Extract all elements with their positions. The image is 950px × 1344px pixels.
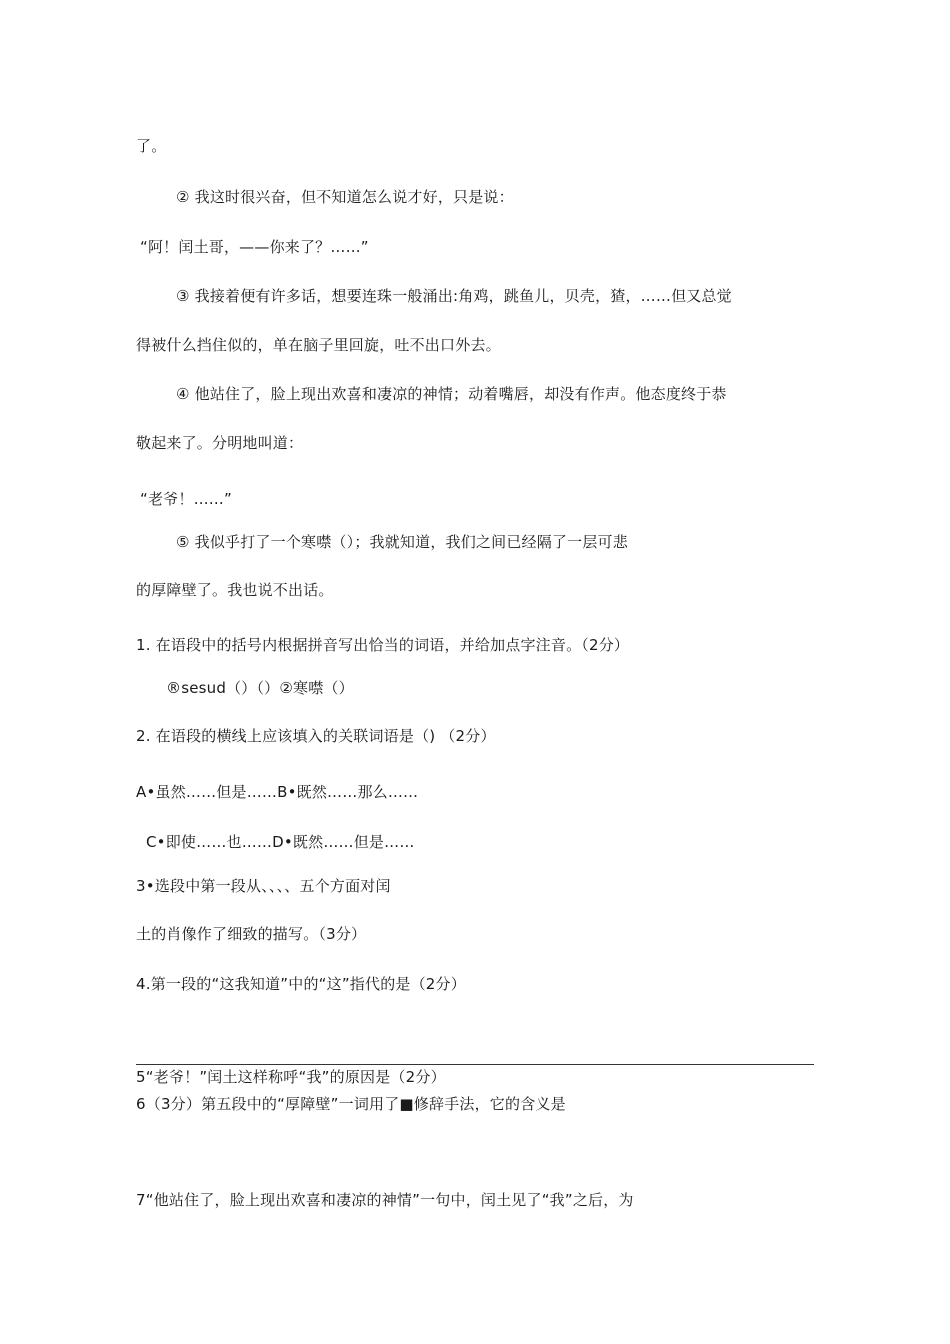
question-6: 6（3分）第五段中的“厚障壁”一词用了■修辞手法，它的含义是 (136, 1095, 566, 1113)
passage-line-continuation: 了。 (136, 137, 167, 155)
paragraph-4-line-2: 敬起来了。分明地叫道： (136, 434, 304, 452)
question-3-line-2: 土的肖像作了细致的描写。（3分） (136, 925, 367, 943)
answer-line (136, 1064, 814, 1065)
quote-ah-runtu: “阿！闰土哥，——你来了？……” (140, 238, 369, 256)
paragraph-5-line-1: ⑤ 我似乎打了一个寒噤（）；我就知道，我们之间已经隔了一层可悲 (176, 533, 628, 551)
paragraph-3-line-1: ③ 我接着便有许多话，想要连珠一般涌出:角鸡，跳鱼儿，贝壳，猹，……但又总觉 (176, 287, 732, 305)
question-3-line-1: 3•选段中第一段从、、、、五个方面对闰 (136, 877, 391, 895)
paragraph-2: ② 我这时很兴奋，但不知道怎么说才好，只是说： (176, 188, 514, 206)
question-2-options-cd: C•即使……也……D•既然……但是…… (146, 833, 415, 851)
question-2: 2. 在语段的横线上应该填入的关联词语是（) （2分） (136, 727, 496, 745)
paragraph-3-line-2: 得被什么挡住似的，单在脑子里回旋，吐不出口外去。 (136, 336, 501, 354)
question-7: 7“他站住了，脸上现出欢喜和凄凉的神情”一句中，闰土见了“我”之后，为 (136, 1191, 634, 1209)
question-4: 4.第一段的“这我知道”中的“这”指代的是（2分） (136, 975, 466, 993)
paragraph-4-line-1: ④ 他站住了，脸上现出欢喜和凄凉的神情；动着嘴唇，却没有作声。他态度终于恭 (176, 385, 727, 403)
question-2-options-ab: A•虽然……但是……B•既然……那么…… (136, 783, 419, 801)
question-1-subitems: ®sesud（）（）②寒噤（） (166, 679, 354, 697)
quote-laoye: “老爷！……” (140, 490, 232, 508)
question-5: 5“老爷！”闰土这样称呼“我”的原因是（2分） (136, 1068, 446, 1086)
question-1: 1. 在语段中的括号内根据拼音写出恰当的词语，并给加点字注音。（2分） (136, 636, 630, 654)
paragraph-5-line-2: 的厚障壁了。我也说不出话。 (136, 581, 334, 599)
